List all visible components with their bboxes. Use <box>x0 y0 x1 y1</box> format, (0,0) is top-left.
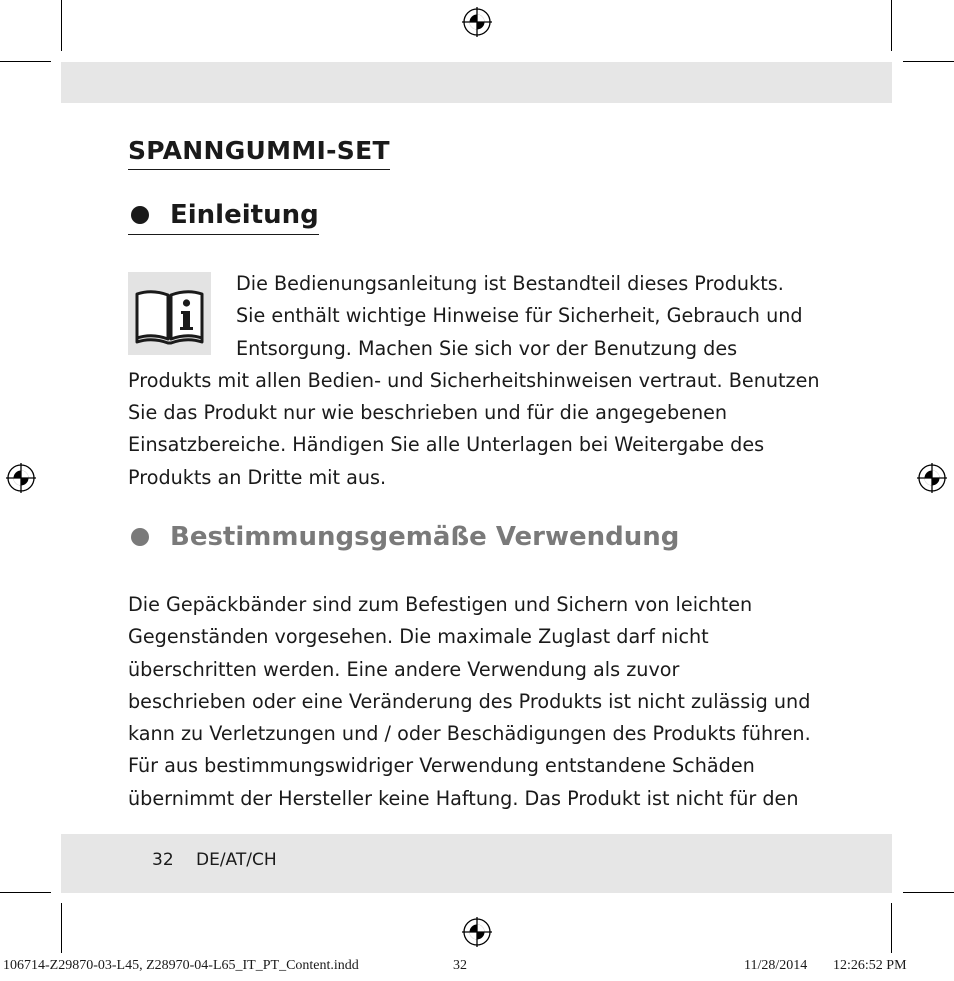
text-line: Für aus bestimmungswidriger Verwendung entstandene Schäden <box>128 754 755 778</box>
text-line: Entsorgung. Machen Sie sich vor der Benutzung des <box>236 336 738 360</box>
registration-mark-icon <box>6 463 36 493</box>
registration-mark-icon <box>917 463 947 493</box>
section-heading-verwendung <box>128 520 679 554</box>
crop-mark <box>61 903 62 953</box>
region-label: DE/AT/CH <box>196 850 277 870</box>
page-number: 32 <box>152 850 174 870</box>
text-line: Sie enthält wichtige Hinweise für Sicherheit, Gebrauch und <box>236 304 803 328</box>
text-line: Die Bedienungsanleitung ist Bestandteil dieses Produkts. <box>236 272 784 295</box>
text-line: Produkts mit allen Bedien- und Sicherheitshinweisen vertraut. Benutzen <box>128 368 820 392</box>
section-heading-text: Einleitung <box>170 200 319 230</box>
text-line: Sie das Produkt nur wie beschrieben und für die angegebenen <box>128 401 728 425</box>
crop-mark <box>903 892 954 893</box>
header-band <box>61 62 892 103</box>
section-heading-text: Bestimmungsgemäße Verwendung <box>170 522 680 552</box>
paragraph-einleitung-indented <box>236 268 803 365</box>
crop-mark <box>0 61 51 62</box>
crop-mark <box>0 892 51 893</box>
text-line: kann zu Verletzungen und / oder Beschädigungen des Produkts führen. <box>128 722 811 746</box>
paragraph-einleitung <box>128 365 820 494</box>
document-title: SPANNGUMMI-SET <box>128 135 390 170</box>
slug-file: 106714-Z29870-03-L45, Z28970-04-L65_IT_PT_Content.indd <box>3 958 359 973</box>
registration-mark-icon <box>462 7 492 37</box>
footer-band <box>61 834 892 893</box>
crop-mark <box>903 61 954 62</box>
paragraph-verwendung <box>128 589 811 815</box>
text-line: Die Gepäckbänder sind zum Befestigen und Sichern von leichten <box>128 593 753 616</box>
bullet-dot-icon <box>131 528 149 546</box>
bullet-dot-icon <box>131 206 149 224</box>
text-line: Gegenständen vorgesehen. Die maximale Zuglast darf nicht <box>128 625 709 649</box>
manual-info-icon <box>128 272 211 355</box>
text-line: Produkts an Dritte mit aus. <box>128 465 387 489</box>
section-heading-einleitung <box>128 198 319 235</box>
open-book-icon <box>128 272 211 355</box>
crop-mark <box>891 0 892 51</box>
text-line: übernimmt der Hersteller keine Haftung. Das Produkt ist nicht für den <box>128 786 799 810</box>
slug-date: 11/28/2014 <box>744 958 808 973</box>
slug-time: 12:26:52 PM <box>833 958 907 973</box>
text-line: beschrieben oder eine Veränderung des Produkts ist nicht zulässig und <box>128 689 811 713</box>
slug-page: 32 <box>453 958 467 973</box>
text-line: Einsatzbereiche. Händigen Sie alle Unterlagen bei Weitergabe des <box>128 433 765 457</box>
registration-mark-icon <box>462 917 492 947</box>
text-line: überschritten werden. Eine andere Verwendung als zuvor <box>128 657 680 681</box>
crop-mark <box>891 903 892 953</box>
crop-mark <box>61 0 62 51</box>
